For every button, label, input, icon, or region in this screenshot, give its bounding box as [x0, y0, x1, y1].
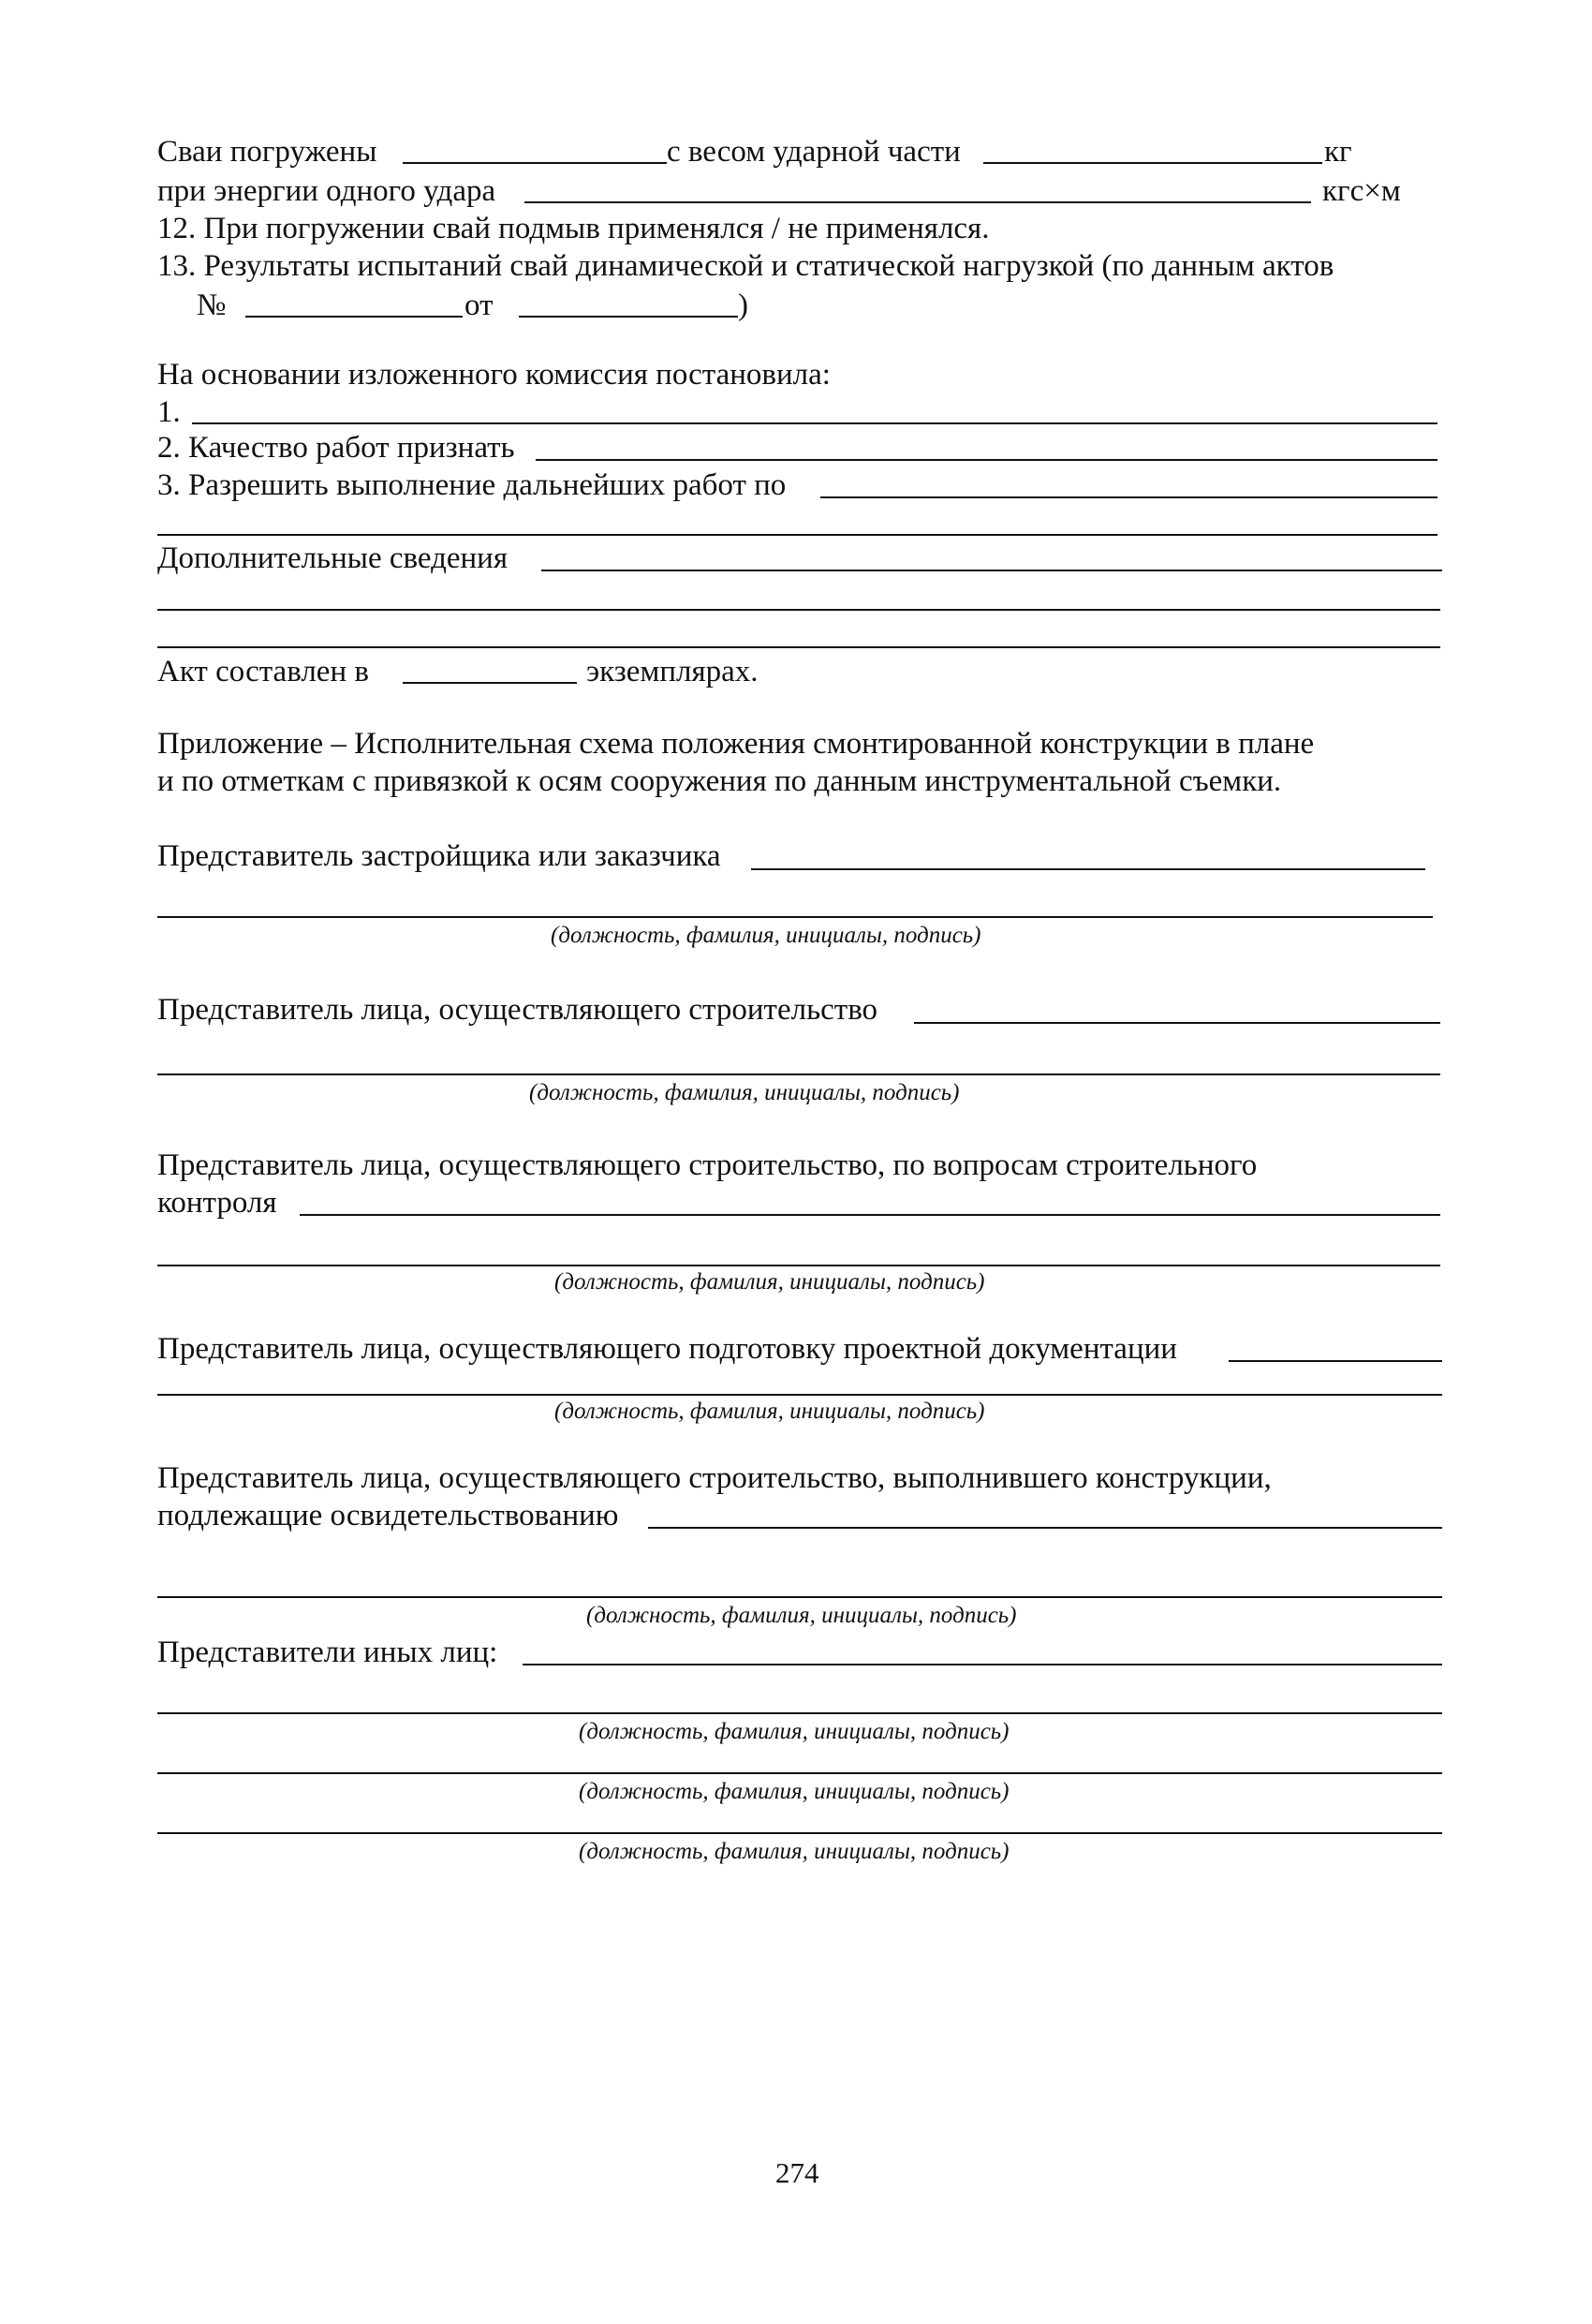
decision-2-label: 2. Качество работ признать	[157, 431, 515, 465]
act-date-field[interactable]	[519, 316, 738, 318]
page-number: 274	[775, 2156, 819, 2189]
builder-rep-field[interactable]	[914, 1022, 1440, 1024]
item-12: 12. При погружении свай подмыв применялся / не применялся.	[157, 212, 990, 245]
customer-rep-label: Представитель застройщика или заказчика	[157, 839, 721, 873]
copies-count-field[interactable]	[403, 682, 577, 684]
decision-3-label: 3. Разрешить выполнение дальнейших работ по	[157, 468, 787, 502]
act-number-field[interactable]	[245, 316, 463, 318]
builder-rep-label: Представитель лица, осуществляющего строительство	[157, 993, 878, 1027]
performer-signature-caption: (должность, фамилия, инициалы, подпись)	[586, 1603, 1017, 1628]
customer-signature-caption: (должность, фамилия, инициалы, подпись)	[551, 923, 981, 948]
decision-1-label: 1.	[157, 395, 181, 429]
additional-info-field-3[interactable]	[157, 646, 1440, 648]
decision-2-field[interactable]	[536, 459, 1437, 461]
hammer-weight-field[interactable]	[983, 162, 1322, 164]
builder-signature-line[interactable]	[157, 1073, 1440, 1075]
appendix-line-2: и по отметкам с привязкой к осям сооружения по данным инструментальной съемки.	[157, 764, 1282, 798]
performer-rep-label-2: подлежащие освидетельствованию	[157, 1499, 619, 1532]
others-signature-line-1[interactable]	[157, 1712, 1442, 1714]
control-rep-field[interactable]	[300, 1214, 1440, 1216]
others-rep-field[interactable]	[523, 1664, 1442, 1665]
additional-info-label: Дополнительные сведения	[157, 541, 509, 575]
decision-3-field-cont[interactable]	[157, 534, 1437, 536]
customer-signature-line[interactable]	[157, 916, 1433, 918]
close-paren: )	[738, 289, 748, 322]
decision-1-field[interactable]	[192, 422, 1437, 424]
performer-signature-line[interactable]	[157, 1596, 1442, 1598]
additional-info-field-2[interactable]	[157, 609, 1440, 611]
decision-heading: На основании изложенного комиссия постановила:	[157, 358, 831, 392]
act-from-label: от	[464, 289, 494, 322]
piles-driven-field[interactable]	[403, 162, 667, 164]
copies-label: Акт составлен в	[157, 655, 369, 688]
design-signature-caption: (должность, фамилия, инициалы, подпись)	[554, 1399, 985, 1424]
impact-energy-field[interactable]	[524, 201, 1311, 203]
performer-rep-field[interactable]	[648, 1527, 1442, 1529]
others-signature-caption-1: (должность, фамилия, инициалы, подпись)	[579, 1719, 1010, 1744]
control-signature-caption: (должность, фамилия, инициалы, подпись)	[554, 1269, 985, 1295]
piles-driven-label: Сваи погружены	[157, 135, 377, 169]
impact-energy-label: при энергии одного удара	[157, 174, 496, 208]
additional-info-field[interactable]	[541, 570, 1442, 571]
kgf-m-unit: кгс×м	[1322, 174, 1401, 208]
kg-unit: кг	[1324, 135, 1352, 169]
design-signature-line[interactable]	[157, 1394, 1442, 1396]
design-rep-field[interactable]	[1229, 1360, 1442, 1362]
customer-rep-field[interactable]	[751, 868, 1425, 870]
design-rep-label: Представитель лица, осуществляющего подготовку проектной документации	[157, 1332, 1177, 1366]
others-signature-caption-3: (должность, фамилия, инициалы, подпись)	[579, 1839, 1010, 1864]
item-13: 13. Результаты испытаний свай динамической и статической нагрузкой (по данным актов	[157, 249, 1334, 283]
decision-3-field[interactable]	[820, 496, 1437, 498]
control-rep-label-1: Представитель лица, осуществляющего строительство, по вопросам строительного	[157, 1148, 1258, 1182]
appendix-line-1: Приложение – Исполнительная схема положения смонтированной конструкции в плане	[157, 727, 1315, 761]
others-signature-line-2[interactable]	[157, 1772, 1442, 1774]
control-rep-label-2: контроля	[157, 1186, 277, 1220]
act-number-label: №	[197, 289, 227, 322]
builder-signature-caption: (должность, фамилия, инициалы, подпись)	[529, 1080, 960, 1105]
control-signature-line[interactable]	[157, 1265, 1440, 1266]
others-signature-line-3[interactable]	[157, 1832, 1442, 1834]
performer-rep-label-1: Представитель лица, осуществляющего строительство, выполнившего конструкции,	[157, 1461, 1272, 1495]
copies-suffix: экземплярах.	[586, 655, 759, 688]
others-rep-label: Представители иных лиц:	[157, 1636, 498, 1669]
others-signature-caption-2: (должность, фамилия, инициалы, подпись)	[579, 1779, 1010, 1804]
hammer-weight-label: с весом ударной части	[667, 135, 961, 169]
